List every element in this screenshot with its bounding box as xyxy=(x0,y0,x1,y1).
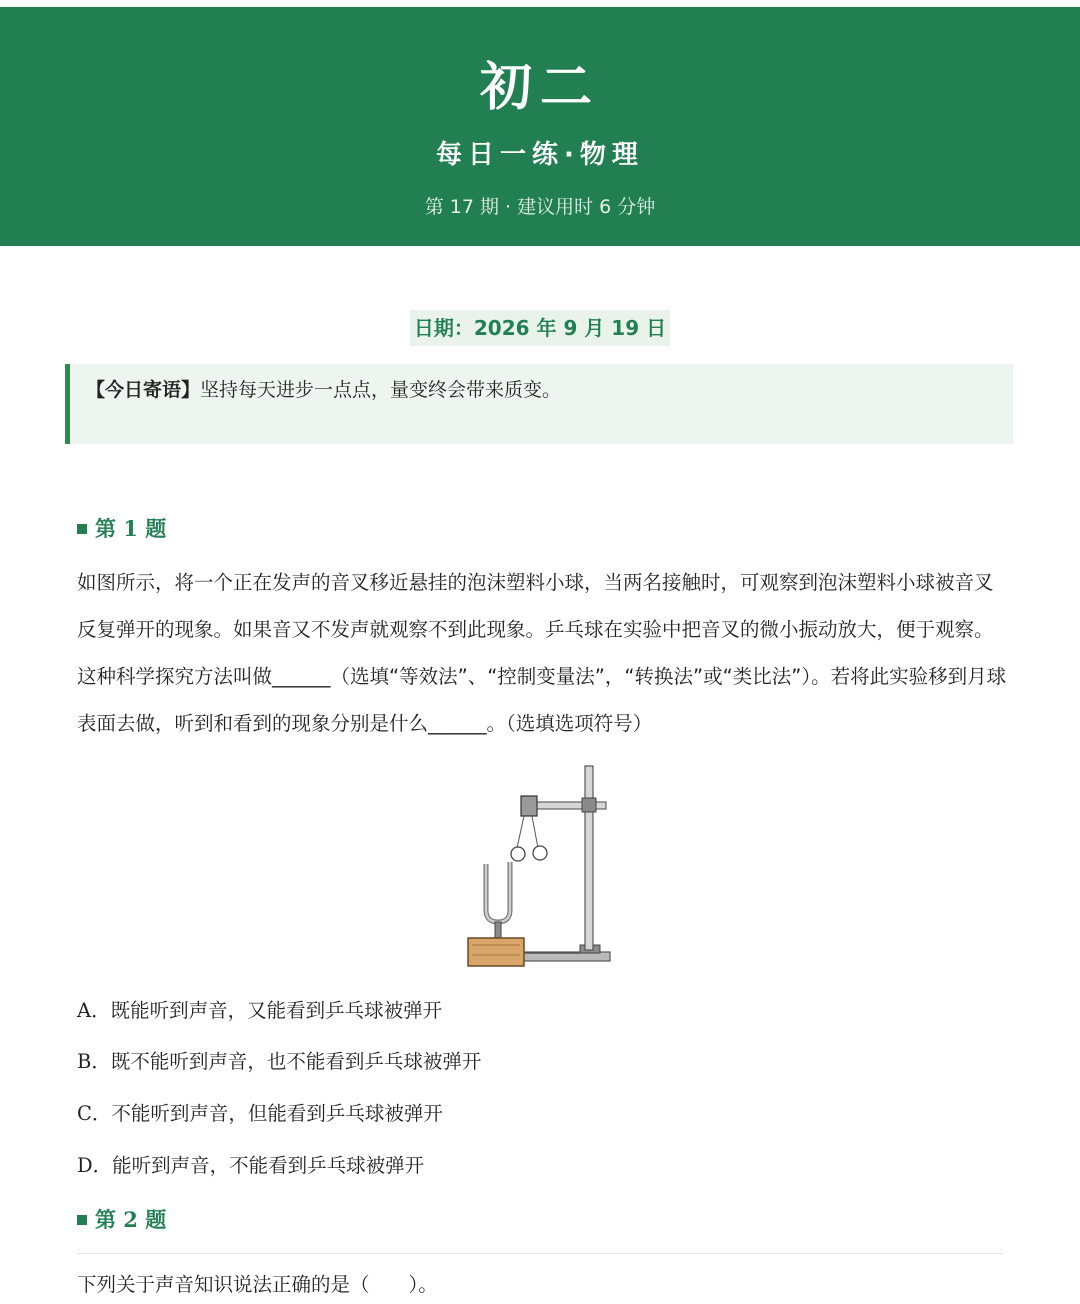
question-1-heading-text: 第 1 题 xyxy=(95,516,167,541)
question-1-text: 如图所示，将一个正在发声的音叉移近悬挂的泡沫塑料小球，当两名接触时，可观察到泡沫塑料小球被音叉反复弹开的现象。如果音又不发声就观察不到此现象。乒乓球在实验中把音叉的微小振动放大，便于观察。这种科学探究方法叫做______（选填“等效法”、“控制变量法”，“转换法”或“类比法”）。若将此实验移到月球表面去做，听到和看到的现象分别是什么______。（选填选项符号） xyxy=(77,571,1007,735)
question-2-heading-text: 第 2 题 xyxy=(95,1207,167,1232)
page-title: 初二 xyxy=(479,58,600,118)
daily-quote xyxy=(65,364,1013,444)
issue-meta: 第 17 期 · 建议用时 6 分钟 xyxy=(424,196,656,218)
divider xyxy=(77,1253,1003,1254)
option-b-letter: B． xyxy=(77,1050,111,1073)
option-c-text: 不能听到声音，但能看到乒乓球被弹开 xyxy=(111,1102,443,1125)
square-bullet-icon xyxy=(77,1215,87,1225)
question-1-heading xyxy=(77,514,166,544)
date-label: 日期：2026 年 9 月 19 日 xyxy=(410,310,670,346)
option-d-text: 能听到声音，不能看到乒乓球被弹开 xyxy=(112,1154,425,1177)
option-c-letter: C． xyxy=(77,1102,112,1125)
option-b-text: 既不能听到声音，也不能看到乒乓球被弹开 xyxy=(110,1050,482,1073)
option-a[interactable] xyxy=(77,996,442,1026)
date-row xyxy=(0,310,1080,346)
quote-text: 坚持每天进步一点点，量变终会带来质变。 xyxy=(200,379,562,401)
header-banner xyxy=(0,7,1080,246)
quote-tag: 【今日寄语】 xyxy=(86,379,201,401)
option-c[interactable] xyxy=(77,1099,443,1129)
option-d[interactable] xyxy=(77,1151,424,1181)
question-2-heading xyxy=(77,1205,166,1235)
option-b[interactable] xyxy=(77,1047,481,1077)
option-a-letter: A． xyxy=(77,999,111,1022)
square-bullet-icon xyxy=(77,524,87,534)
tuning-fork-figure xyxy=(462,762,614,972)
option-a-text: 既能听到声音，又能看到乒乓球被弹开 xyxy=(110,999,443,1022)
question-2-text: 下列关于声音知识说法正确的是（ ）。 xyxy=(77,1273,438,1296)
option-d-letter: D． xyxy=(77,1154,113,1177)
page-subtitle: 每日一练·物理 xyxy=(436,140,644,170)
